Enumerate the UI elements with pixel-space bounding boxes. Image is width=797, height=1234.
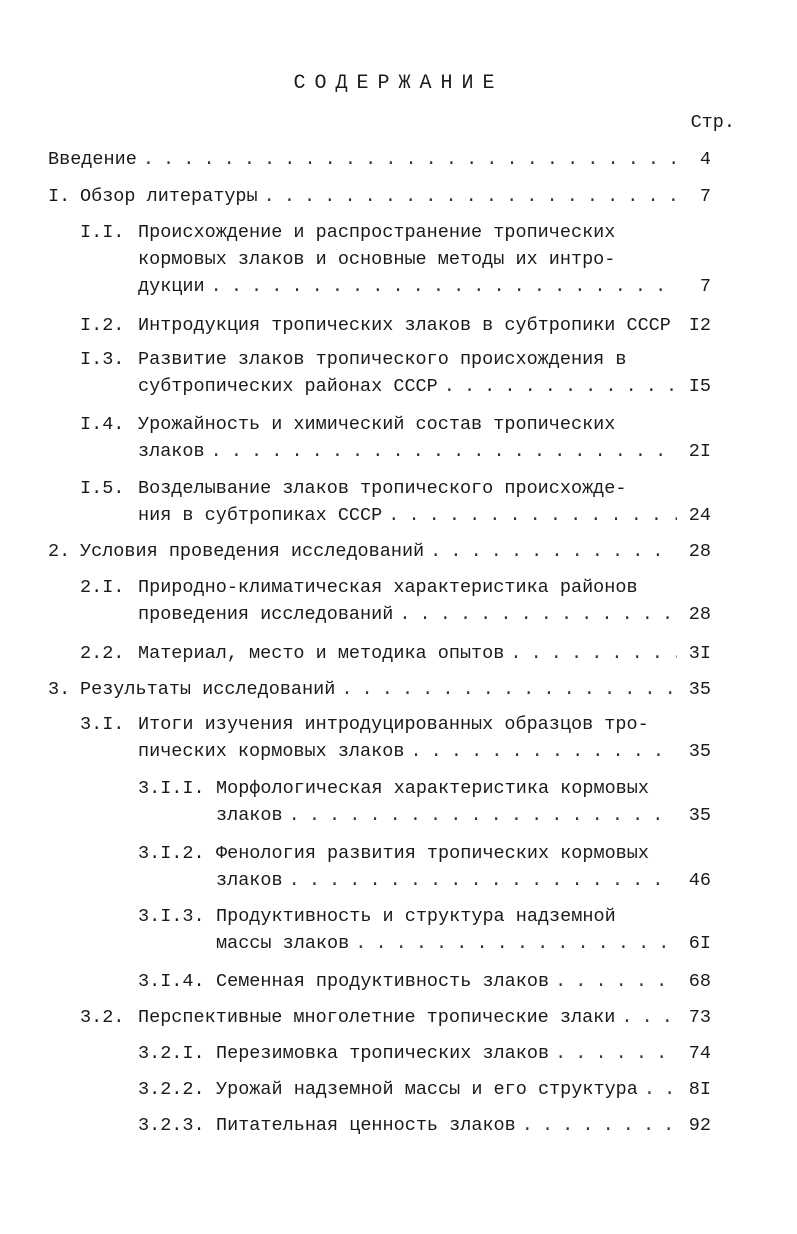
toc-entry-title: Возделывание злаков тропического происхожде- (138, 478, 627, 499)
toc-entry-line (138, 640, 683, 667)
toc-page-number: 6I (688, 933, 711, 954)
toc-entry-line (216, 867, 683, 894)
dot-leader (143, 146, 677, 173)
dot-leader (444, 373, 677, 400)
toc-entry-title: злаков (216, 805, 283, 826)
toc-page-number: I5 (688, 376, 711, 397)
toc-entry-title: Питательная ценность злаков (216, 1115, 516, 1136)
toc-entry-title: Обзор литературы (80, 186, 258, 207)
toc-entry-title: Продуктивность и структура надземной (216, 906, 616, 927)
dot-leader (410, 738, 677, 765)
toc-entry-number: 3.2.3. (138, 1115, 205, 1136)
dot-leader (388, 502, 677, 529)
toc-entry-line (138, 246, 615, 273)
toc-entry-number: I. (48, 186, 71, 207)
toc-entry-line (216, 840, 649, 867)
toc-entry-title: Итоги изучения интродуцированных образцов тро- (138, 714, 649, 735)
toc-entry-line (138, 273, 683, 300)
toc-entry-line (80, 538, 683, 565)
toc-entry-line (216, 968, 683, 995)
toc-entry-line (216, 1040, 683, 1067)
page-column-label: Стр. (690, 112, 735, 133)
toc-entry-number: 2.I. (80, 577, 125, 598)
toc-entry-line (80, 676, 683, 703)
dot-leader (355, 930, 677, 957)
toc-page-number: 73 (688, 1007, 711, 1028)
dot-leader (555, 968, 677, 995)
toc-page-number: 7 (699, 186, 711, 207)
toc-page-number: 28 (688, 604, 711, 625)
page-title: СОДЕРЖАНИЕ (293, 72, 504, 95)
toc-entry-line (216, 1076, 683, 1103)
toc-entry-title: Перезимовка тропических злаков (216, 1043, 550, 1064)
dot-leader (510, 640, 677, 667)
toc-page-number: 35 (688, 805, 711, 826)
toc-entry-title: дукции (138, 276, 205, 297)
toc-entry-number: I.I. (80, 222, 125, 243)
toc-page-number: 28 (688, 541, 711, 562)
toc-entry-number: I.4. (80, 414, 125, 435)
toc-page-number: 74 (688, 1043, 711, 1064)
toc-entry-line (138, 475, 626, 502)
toc-page-number: 7 (699, 276, 711, 297)
toc-entry-line (138, 312, 683, 339)
toc-entry-line (138, 438, 683, 465)
toc-entry-title: Результаты исследований (80, 679, 336, 700)
toc-entry-title: субтропических районах СССР (138, 376, 438, 397)
toc-entry-title: Материал, место и методика опытов (138, 643, 505, 664)
dot-leader (644, 1076, 677, 1103)
toc-entry-number: 3.I.I. (138, 778, 205, 799)
toc-page-number: 24 (688, 505, 711, 526)
toc-entry-number: 3.I. (80, 714, 125, 735)
toc-page-number: 2I (688, 441, 711, 462)
toc-entry-number: 3.2.I. (138, 1043, 205, 1064)
toc-entry-title: Семенная продуктивность злаков (216, 971, 550, 992)
toc-entry-title: Перспективные многолетние тропические злаки (138, 1007, 616, 1028)
toc-page-number: 3I (688, 643, 711, 664)
toc-entry-number: I.3. (80, 349, 125, 370)
dot-leader (289, 867, 677, 894)
dot-leader (211, 273, 677, 300)
toc-entry-line (138, 1004, 683, 1031)
toc-entry-title: кормовых злаков и основные методы их интро- (138, 249, 616, 270)
toc-entry-title: злаков (216, 870, 283, 891)
toc-entry-title: ния в субтропиках СССР (138, 505, 383, 526)
toc-entry-title: проведения исследований (138, 604, 394, 625)
toc-entry-line (138, 411, 615, 438)
toc-entry-title: Развитие злаков тропического происхождения в (138, 349, 627, 370)
toc-page-number: 8I (688, 1079, 711, 1100)
toc-entry-number: 3.I.3. (138, 906, 205, 927)
toc-entry-number: 3.2. (80, 1007, 125, 1028)
dot-leader (341, 676, 677, 703)
toc-entry-line (80, 183, 683, 210)
toc-page-number: 92 (688, 1115, 711, 1136)
toc-entry-title: Интродукция тропических злаков в субтропики СССР (138, 315, 671, 336)
toc-entry-line (216, 930, 683, 957)
toc-entry-line (216, 1112, 683, 1139)
toc-entry-line (138, 601, 683, 628)
toc-entry-line (216, 903, 616, 930)
toc-entry-title: Условия проведения исследований (80, 541, 425, 562)
dot-leader (555, 1040, 677, 1067)
toc-entry-number: 3.I.4. (138, 971, 205, 992)
dot-leader (289, 802, 677, 829)
toc-page-number: 35 (688, 741, 711, 762)
toc-entry-line (138, 711, 649, 738)
toc-entry-title: злаков (138, 441, 205, 462)
toc-entry-line (138, 373, 683, 400)
toc-entry-line (216, 802, 683, 829)
toc-page-number: 35 (688, 679, 711, 700)
toc-page-number: 68 (688, 971, 711, 992)
toc-entry-line (138, 219, 615, 246)
toc-entry-title: Происхождение и распространение тропических (138, 222, 616, 243)
toc-page-number: 4 (699, 149, 711, 170)
toc-entry-line (138, 738, 683, 765)
toc-entry-line (138, 502, 683, 529)
dot-leader (399, 601, 677, 628)
dot-leader (522, 1112, 677, 1139)
toc-entry-line (48, 146, 683, 173)
toc-entry-title: Урожайность и химический состав тропических (138, 414, 616, 435)
toc-entry-number: 2.2. (80, 643, 125, 664)
toc-entry-line (138, 574, 638, 601)
toc-entry-number: I.5. (80, 478, 125, 499)
toc-page-number: I2 (688, 315, 711, 336)
toc-entry-title: пических кормовых злаков (138, 741, 405, 762)
toc-entry-line (138, 346, 626, 373)
toc-entry-number: 3. (48, 679, 71, 700)
toc-entry-title: массы злаков (216, 933, 350, 954)
toc-entry-title: Морфологическая характеристика кормовых (216, 778, 649, 799)
toc-page-number: 46 (688, 870, 711, 891)
dot-leader (264, 183, 677, 210)
toc-entry-title: Введение (48, 149, 137, 170)
toc-entry-title: Фенология развития тропических кормовых (216, 843, 649, 864)
toc-entry-number: 3.I.2. (138, 843, 205, 864)
dot-leader (621, 1004, 677, 1031)
toc-entry-number: 2. (48, 541, 71, 562)
toc-entry-title: Природно-климатическая характеристика районов (138, 577, 638, 598)
toc-entry-line (216, 775, 649, 802)
toc-entry-title: Урожай надземной массы и его структура (216, 1079, 638, 1100)
dot-leader (211, 438, 677, 465)
toc-entry-number: 3.2.2. (138, 1079, 205, 1100)
dot-leader (430, 538, 677, 565)
toc-entry-number: I.2. (80, 315, 125, 336)
